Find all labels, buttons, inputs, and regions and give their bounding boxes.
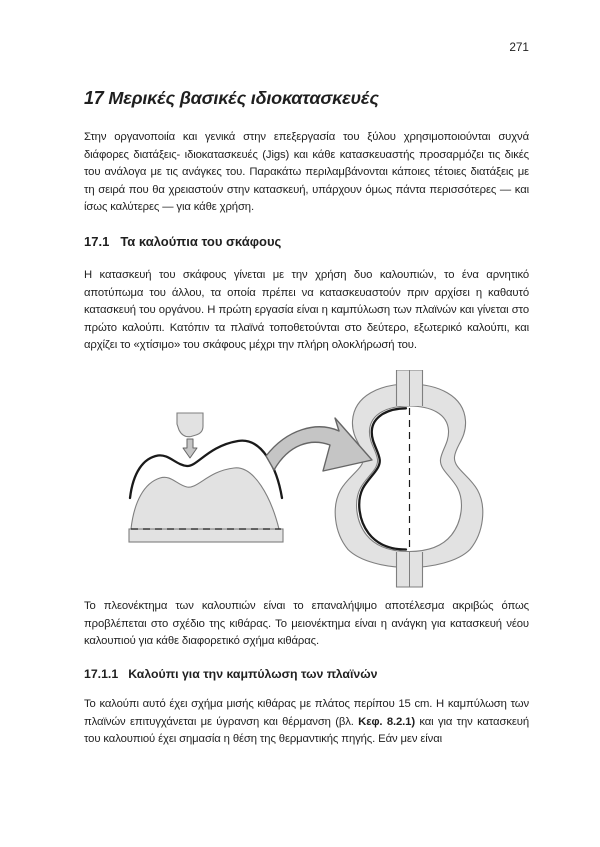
chapter-heading: 17 Μερικές βασικές ιδιοκατασκευές: [84, 88, 379, 108]
paragraph-bending-mold: [84, 696, 529, 749]
subsection-heading-17-1-1: [84, 667, 529, 681]
subsection-title: Καλούπι για την καμπύλωση των πλαϊνών: [128, 667, 378, 681]
section-title: Τα καλούπια του σκάφους: [120, 234, 282, 249]
section-heading-17-1: [84, 234, 529, 249]
paragraph-molds: Η κατασκευή του σκάφους γίνεται με την χρήση δυο καλουπιών, το ένα αρνητικό αποτύπωμα του άλλου, τα οποία πρέπει να κατασκευαστούν πριν αρχίσει η καθαυτό κατασκευή του οργάνου. Η πρώτη εργασία είναι η καμπύλωση των πλαϊνών και γίνεται στο πρώτο καλούπι. Κατόπιν τα πλαϊνά τοποθετούνται στο δεύτερο, εξωτερικό καλούπι, και αρχίζει το «χτίσιμο» του σκάφους μέχρι την πλήρη ολοκλήρωσή του.: [84, 269, 529, 352]
mold-base: [129, 529, 283, 542]
paragraph-intro: Στην οργανοποιία και γενικά στην επεξεργασία του ξύλου χρησιμοποιούνται συχνά διάφορες διατάξεις- ιδιοκατασκευές (Jigs) και κάθε κατασκευαστής προσαρμόζει τις δικές του ανάλογα με τις ανάγκες του. Παρακάτω περιλαμβάνονται κάποιες τέτοιες διατάξεις με τη σειρά που θα χρειαστούν στην κατασκευή, υπάρχουν όμως πάντα περισσότερες — και ίσως καλύτερες — για κάθε χρήση.: [84, 131, 529, 214]
chapter-reference: Κεφ. 8.2.1): [358, 715, 415, 728]
side-bending-mold: [129, 413, 283, 542]
page-number: 271: [509, 40, 529, 54]
mold-body: [131, 468, 279, 529]
section-number: 17.1: [84, 234, 110, 249]
outer-assembly-mold: [335, 370, 483, 587]
bending-text-pre: Το καλούπι αυτό έχει σχήμα μισής κιθάρας με πλάτος περίπου 15 cm. Η καμπύλωση των πλαϊνών επιτυγχάνεται με ύγρανση και θέρμανση (βλ.: [84, 698, 529, 728]
bending-text-post: και για την κατασκευή του καλουπιού έχει σημασία η θέση της θερμαντικής πηγής. Εάν μεν είναι: [84, 715, 529, 746]
subsection-number: 17.1.1: [84, 667, 119, 681]
pressing-block: [177, 413, 203, 437]
figure-mold-diagram: [90, 370, 560, 600]
press-direction-arrow-icon: [183, 439, 197, 458]
paragraph-pros-cons: Το πλεονέκτημα των καλουπιών είναι το επαναλήψιμο αποτέλεσμα ακριβώς όπως προβλέπεται στο σχέδιο της κιθάρας. Το μειονέκτημα είναι η ανάγκη για κατασκευή νέου καλουπιού για κάθε διαφορετικό σχήμα κιθάρας.: [84, 600, 529, 648]
